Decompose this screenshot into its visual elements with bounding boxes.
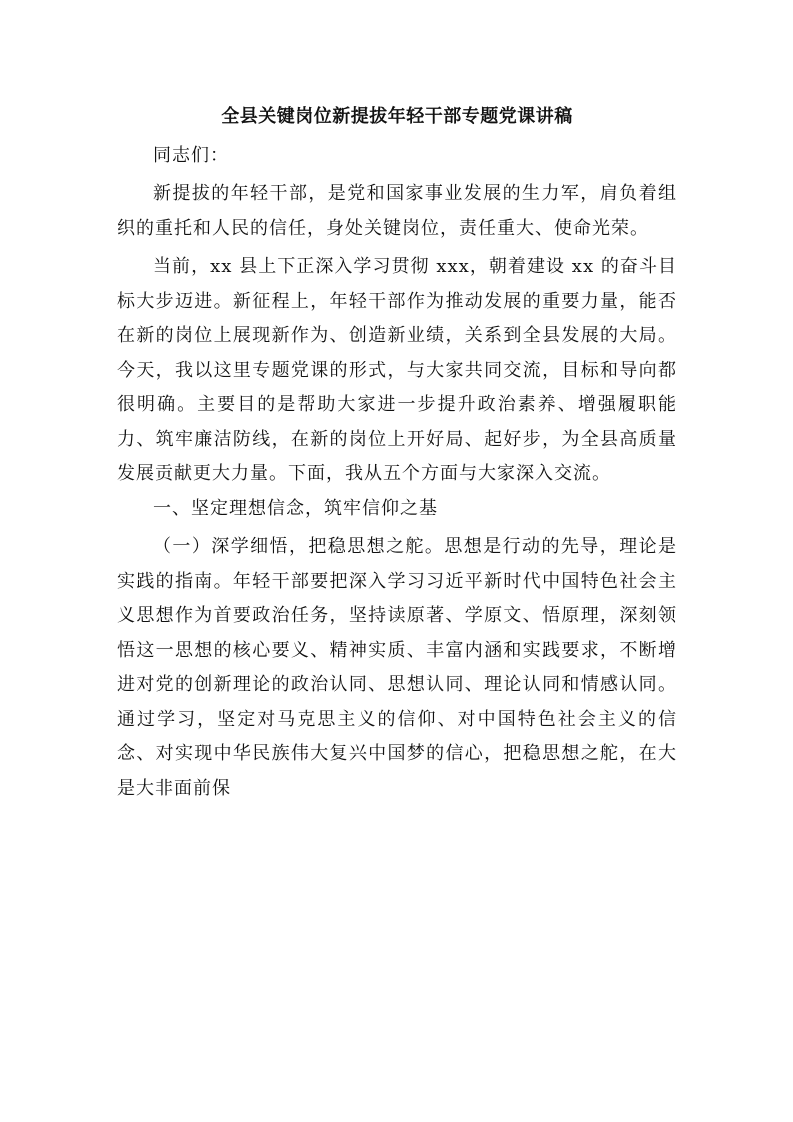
salutation: 同志们： [153,144,229,166]
section-heading: 一、坚定理想信念，筑牢信仰之基 [153,497,438,519]
document-title: 全县关键岗位新提拔年轻干部专题党课讲稿 [221,106,573,127]
paragraph-1: 新提拔的年轻干部，是党和国家事业发展的生力军，肩负着组织的重托和人民的信任，身处关键岗位，责任重大、使命光荣。 [117,183,677,239]
document-body [117,100,677,806]
paragraph-2: 当前，xx 县上下正深入学习贯彻 xxx，朝着建设 xx 的奋斗目标大步迈进。新征程上，年轻干部作为推动发展的重要力量，能否在新的岗位上展现新作为、创造新业绩，关系到全县发展的大局。今天，我以这里专题党课的形式，与大家共同交流，目标和导向都很明确。主要目的是帮助大家进一步提升政治素养、增强履职能力、筑牢廉洁防线，在新的岗位上开好局、起好步，为全县高质量发展贡献更大力量。下面，我从五个方面与大家深入交流。 [117,256,677,484]
subsection-paragraph: （一）深学细悟，把稳思想之舵。思想是行动的先导，理论是实践的指南。年轻干部要把深入学习习近平新时代中国特色社会主义思想作为首要政治任务，坚持读原著、学原文、悟原理，深刻领悟这一思想的核心要义、精神实质、丰富内涵和实践要求，不断增进对党的创新理论的政治认同、思想认同、理论认同和情感认同。通过学习，坚定对马克思主义的信仰、对中国特色社会主义的信念、对实现中华民族伟大复兴中国梦的信心，把稳思想之舵，在大是大非面前保 [117,536,677,799]
